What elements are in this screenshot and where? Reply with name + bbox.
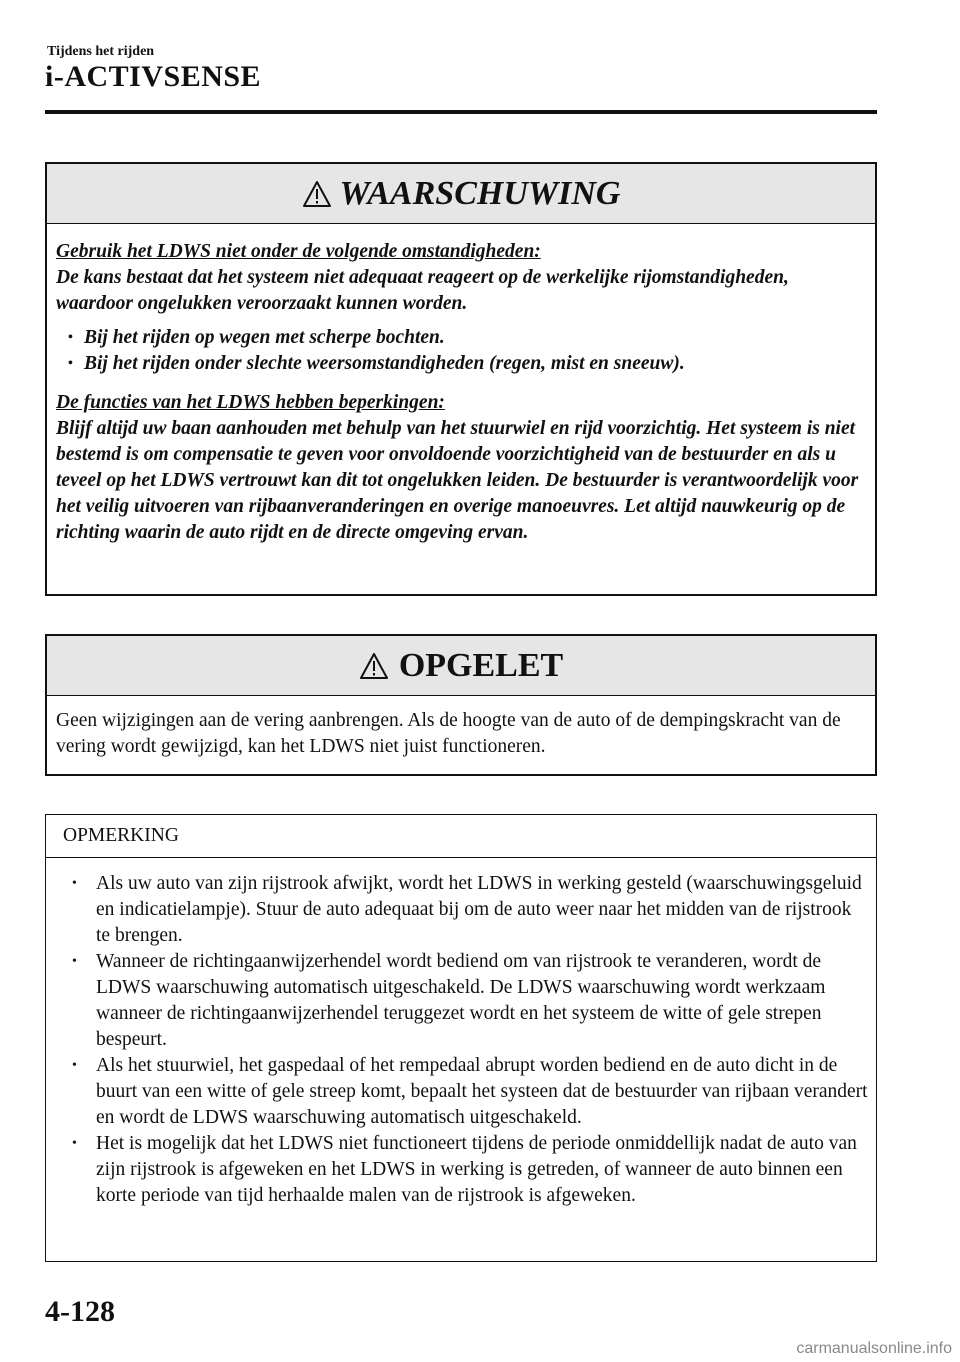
warning-triangle-icon (302, 180, 332, 208)
warning-text-conditions: De kans bestaat dat het systeem niet adequaat reageert op de werkelijke rijomstandigheden, waardoor ongelukken veroorzaakt kunnen worden. (56, 267, 789, 314)
note-box (45, 814, 877, 1262)
watermark: carmanualsonline.info (796, 1340, 952, 1357)
list-item: • Als het stuurwiel, het gaspedaal of het rempedaal abrupt worden bediend en de auto dicht in de buurt van een witte of gele streep komt, bepaalt het systeen dat de bestuurder van rijbaan verandert en wordt de LDWS waarschuwing automatisch uitgeschakeld. (55, 1053, 868, 1131)
list-item: • Bij het rijden op wegen met scherpe bochten. (56, 325, 866, 351)
header-divider (45, 110, 877, 114)
chapter-title: i-ACTIVSENSE (45, 60, 262, 93)
warning-text-limitations: Blijf altijd uw baan aanhouden met behulp van het stuurwiel en rijd voorzichtig. Het systeem is niet bestemd is om compensatie te geven voor onvoldoende voorzichtigheid van de bestuurder en als u teveel op het LDWS vertrouwt kan dit tot ongelukken leiden. De bestuurder is verantwoordelijk voor het veilig uitvoeren van rijbaanveranderingen en overige manoeuvres. Let altijd nauwkeurig op de richting waarin de auto rijdt en de directe omgeving ervan. (56, 418, 859, 543)
warning-heading-limitations: De functies van het LDWS hebben beperkingen: (56, 392, 445, 413)
note-title: OPMERKING (46, 815, 876, 858)
warning-header (47, 164, 875, 224)
warning-bullet-list (56, 325, 866, 377)
list-item: • Wanneer de richtingaanwijzerhendel wordt bediend om van rijstrook te veranderen, wordt de LDWS waarschuwing automatisch uitgeschakeld. De LDWS waarschuwing wordt werkzaam wanneer de richtingaanwijzerhendel teruggezet wordt en het systeem de witte of gele strepen bespeurt. (55, 949, 868, 1053)
warning-title: WAARSCHUWING (339, 174, 621, 212)
section-title: Tijdens het rijden (47, 44, 155, 59)
caution-text: Geen wijzigingen aan de vering aanbrengen. Als de hoogte van de auto of de dempingskracht van de vering wordt gewijzigd, kan het LDWS niet juist functioneren. (56, 710, 841, 757)
warning-triangle-icon (359, 652, 389, 680)
list-item: • Als uw auto van zijn rijstrook afwijkt, wordt het LDWS in werking gesteld (waarschuwingsgeluid en indicatielampje). Stuur de auto adequaat bij om de auto weer naar het midden van de rijstrook te brengen. (55, 871, 868, 949)
caution-box (45, 634, 877, 776)
warning-heading-conditions: Gebruik het LDWS niet onder de volgende omstandigheden: (56, 241, 541, 262)
caution-header (47, 636, 875, 696)
list-item: • Bij het rijden onder slechte weersomstandigheden (regen, mist en sneeuw). (56, 351, 866, 377)
caution-title: OPGELET (398, 646, 564, 684)
warning-box (45, 162, 877, 596)
note-list (55, 871, 868, 1209)
page-number: 4-128 (45, 1295, 115, 1328)
list-item: • Het is mogelijk dat het LDWS niet functioneert tijdens de periode onmiddellijk nadat de auto van zijn rijstrook is afgeweken en het LDWS in werking is getreden, of wanneer de auto binnen een korte periode van tijd herhaalde malen van de rijstrook is afgeweken. (55, 1131, 868, 1209)
